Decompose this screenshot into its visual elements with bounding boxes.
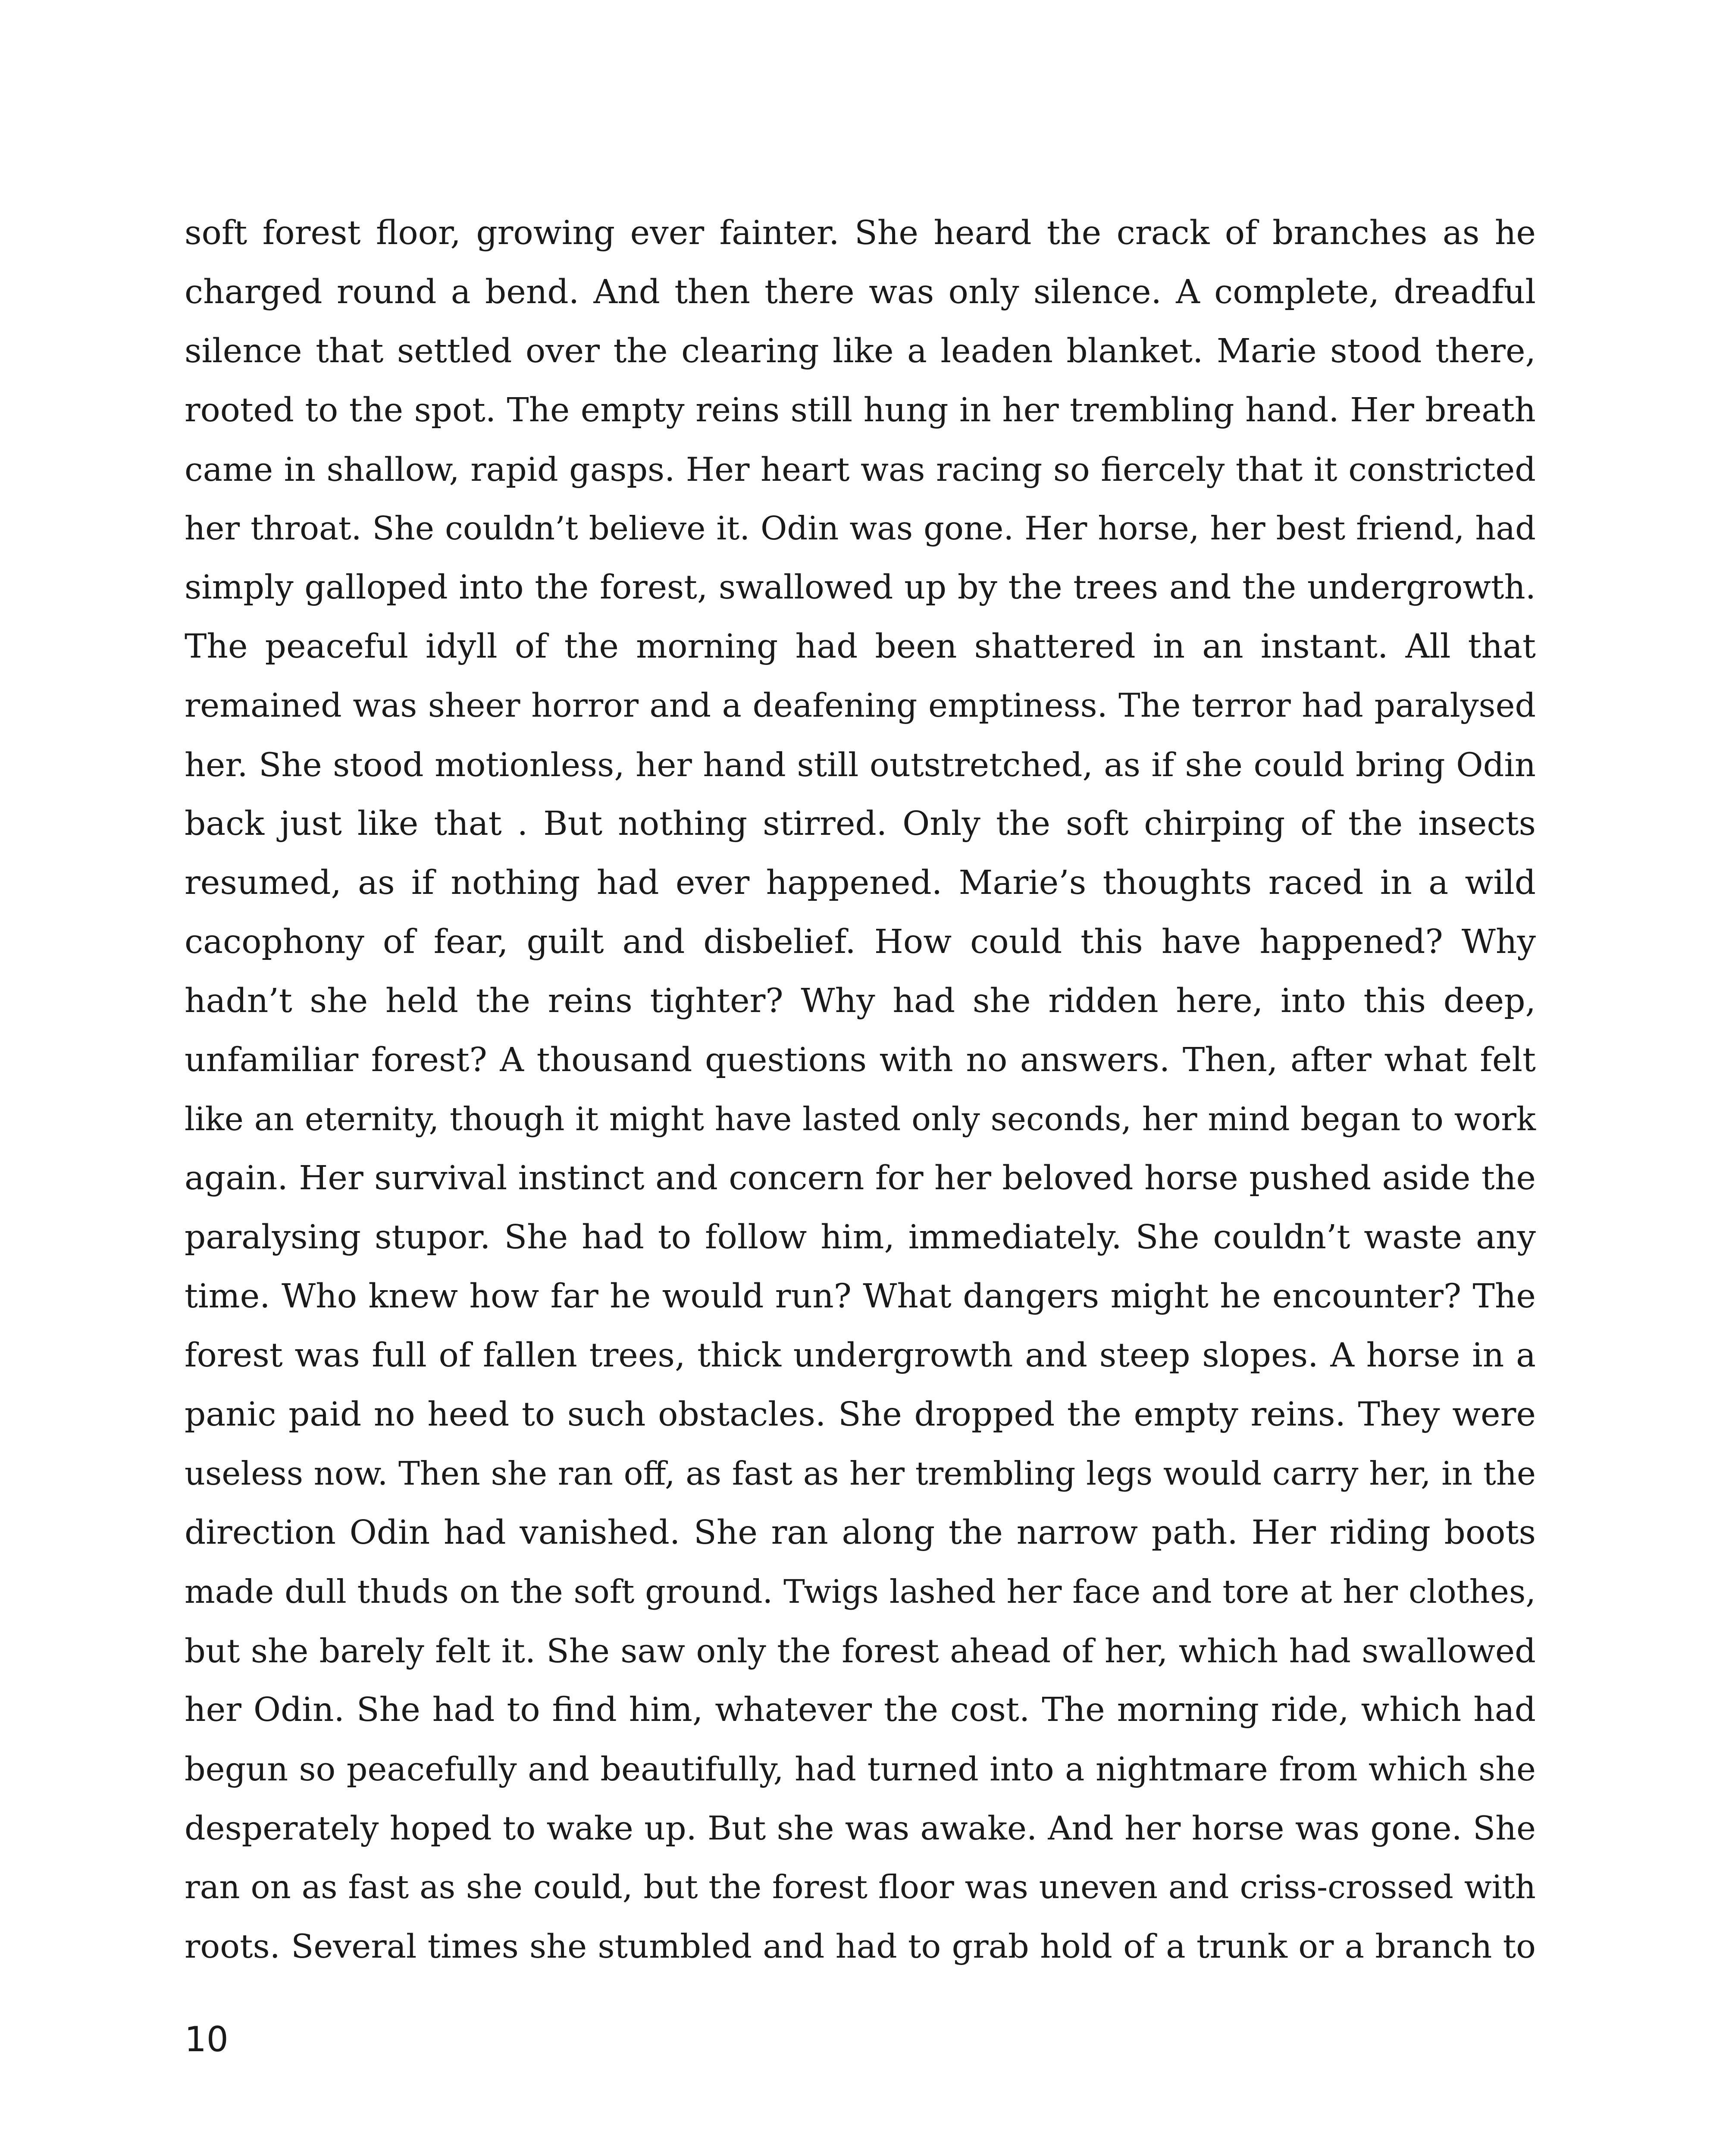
text-line: panic paid no heed to such obstacles. She dropped the empty reins. They were	[185, 1395, 1536, 1434]
text-line: simply galloped into the forest, swallowed up by the trees and the undergrowth.	[185, 568, 1536, 607]
text-line: The peaceful idyll of the morning had been shattered in an instant. All that	[185, 627, 1536, 666]
text-line: cacophony of fear, guilt and disbelief. How could this have happened? Why	[185, 923, 1536, 961]
page-number: 10	[185, 2019, 229, 2059]
text-line: useless now. Then she ran off, as fast as her trembling legs would carry her, in the	[185, 1455, 1536, 1492]
text-line: again. Her survival instinct and concern for her beloved horse pushed aside the	[185, 1159, 1536, 1197]
text-line: her throat. She couldn’t believe it. Odin was gone. Her horse, her best friend, had	[185, 510, 1536, 547]
text-line: unfamiliar forest? A thousand questions with no answers. Then, after what felt	[185, 1041, 1536, 1079]
text-line: rooted to the spot. The empty reins still hung in her trembling hand. Her breath	[185, 391, 1536, 429]
body-text	[185, 204, 1536, 1976]
text-line: soft forest floor, growing ever fainter. She heard the crack of branches as he	[185, 214, 1536, 252]
text-line: her. She stood motionless, her hand still outstretched, as if she could bring Odin	[185, 746, 1536, 784]
text-line: ran on as fast as she could, but the forest floor was uneven and criss-crossed with	[185, 1868, 1536, 1906]
text-line: time. Who knew how far he would run? What dangers might he encounter? The	[185, 1277, 1536, 1316]
text-line: charged round a bend. And then there was only silence. A complete, dreadful	[185, 273, 1536, 311]
text-line: came in shallow, rapid gasps. Her heart was racing so fiercely that it constricted	[185, 450, 1536, 489]
text-line: direction Odin had vanished. She ran along the narrow path. Her riding boots	[185, 1514, 1536, 1552]
text-line: her Odin. She had to find him, whatever the cost. The morning ride, which had	[185, 1691, 1536, 1729]
text-line: like an eternity, though it might have lasted only seconds, her mind began to work	[185, 1100, 1536, 1138]
text-line: paralysing stupor. She had to follow him, immediately. She couldn’t waste any	[185, 1218, 1536, 1257]
text-line: hadn’t she held the reins tighter? Why had she ridden here, into this deep,	[185, 982, 1536, 1020]
text-line: back just like that . But nothing stirred. Only the soft chirping of the insects	[185, 805, 1536, 843]
text-line: silence that settled over the clearing like a leaden blanket. Marie stood there,	[185, 332, 1536, 370]
text-line: but she barely felt it. She saw only the forest ahead of her, which had swallowed	[185, 1632, 1536, 1670]
text-line: resumed, as if nothing had ever happened. Marie’s thoughts raced in a wild	[185, 864, 1536, 902]
text-line: made dull thuds on the soft ground. Twigs lashed her face and tore at her clothes,	[185, 1573, 1536, 1611]
text-line: remained was sheer horror and a deafening emptiness. The terror had paralysed	[185, 686, 1536, 724]
text-line: roots. Several times she stumbled and had to grab hold of a trunk or a branch to	[185, 1927, 1536, 1965]
text-line: forest was full of fallen trees, thick undergrowth and steep slopes. A horse in a	[185, 1336, 1536, 1375]
text-line: desperately hoped to wake up. But she was awake. And her horse was gone. She	[185, 1809, 1536, 1847]
text-line: begun so peacefully and beautifully, had turned into a nightmare from which she	[185, 1750, 1536, 1788]
